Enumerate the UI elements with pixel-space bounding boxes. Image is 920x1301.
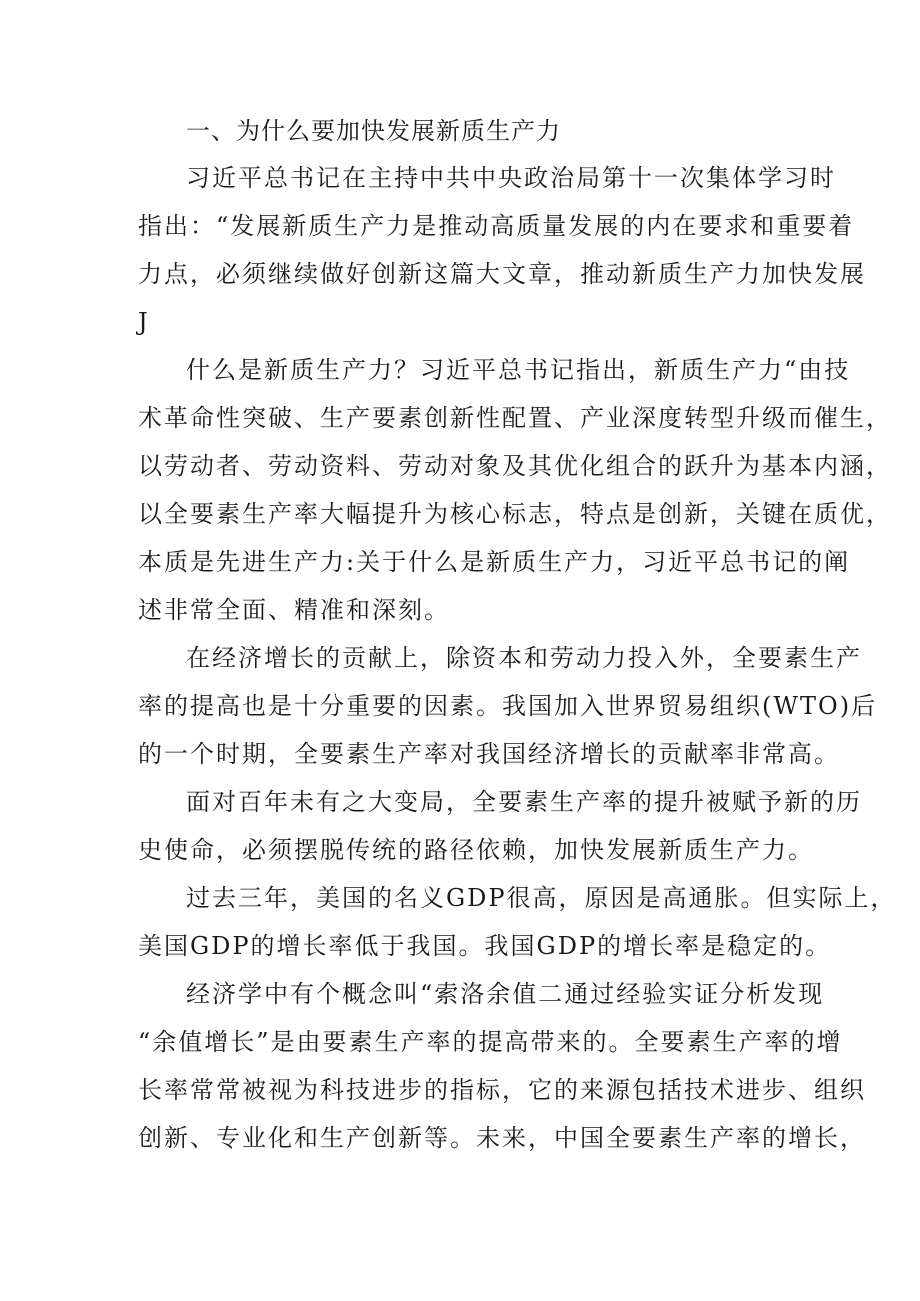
text-line: 率的提高也是十分重要的因素。我国加入世界贸易组织(WTO)后 (138, 692, 878, 720)
text-line: 的一个时期，全要素生产率对我国经济增长的贡献率非常高。 (138, 740, 840, 768)
text-line: 以劳动者、劳动资料、劳动对象及其优化组合的跃升为基本内涵， (138, 452, 892, 480)
text-line: 长率常常被视为科技进步的指标，它的来源包括技术进步、组织 (138, 1076, 866, 1104)
text-line: 过去三年，美国的名义GDP很高，原因是高通胀。但实际上， (186, 884, 897, 912)
text-line: 本质是先进生产力:关于什么是新质生产力，习近平总书记的阐 (138, 548, 851, 576)
text-line: 指出：“发展新质生产力是推动高质量发展的内在要求和重要着 (138, 212, 855, 240)
text-line: 史使命，必须摆脱传统的路径依赖，加快发展新质生产力。 (138, 836, 814, 864)
section-heading: 一、为什么要加快发展新质生产力 (186, 117, 561, 145)
text-line: 述非常全面、精准和深刻。 (138, 596, 450, 624)
text-line: 什么是新质生产力？习近平总书记指出，新质生产力“由技 (186, 356, 851, 384)
text-line: “余值增长”是由要素生产率的提高带来的。全要素生产率的增 (138, 1028, 843, 1056)
text-line: 经济学中有个概念叫“索洛余值二通过经验实证分析发现 (186, 980, 825, 1008)
text-line: 在经济增长的贡献上，除资本和劳动力投入外，全要素生产 (186, 644, 862, 672)
text-line: 术革命性突破、生产要素创新性配置、产业深度转型升级而催生， (138, 404, 892, 432)
text-line: 力点，必须继续做好创新这篇大文章，推动新质生产力加快发展 (138, 260, 866, 288)
text-line: 以全要素生产率大幅提升为核心标志，特点是创新，关键在质优， (138, 500, 892, 528)
text-line: 创新、专业化和生产创新等。未来，中国全要素生产率的增长， (138, 1124, 866, 1152)
text-line: J (138, 308, 150, 336)
text-line: 美国GDP的增长率低于我国。我国GDP的增长率是稳定的。 (138, 932, 832, 960)
text-line: 面对百年未有之大变局，全要素生产率的提升被赋予新的历 (186, 788, 862, 816)
text-line: 习近平总书记在主持中共中央政治局第十一次集体学习时 (186, 164, 836, 192)
